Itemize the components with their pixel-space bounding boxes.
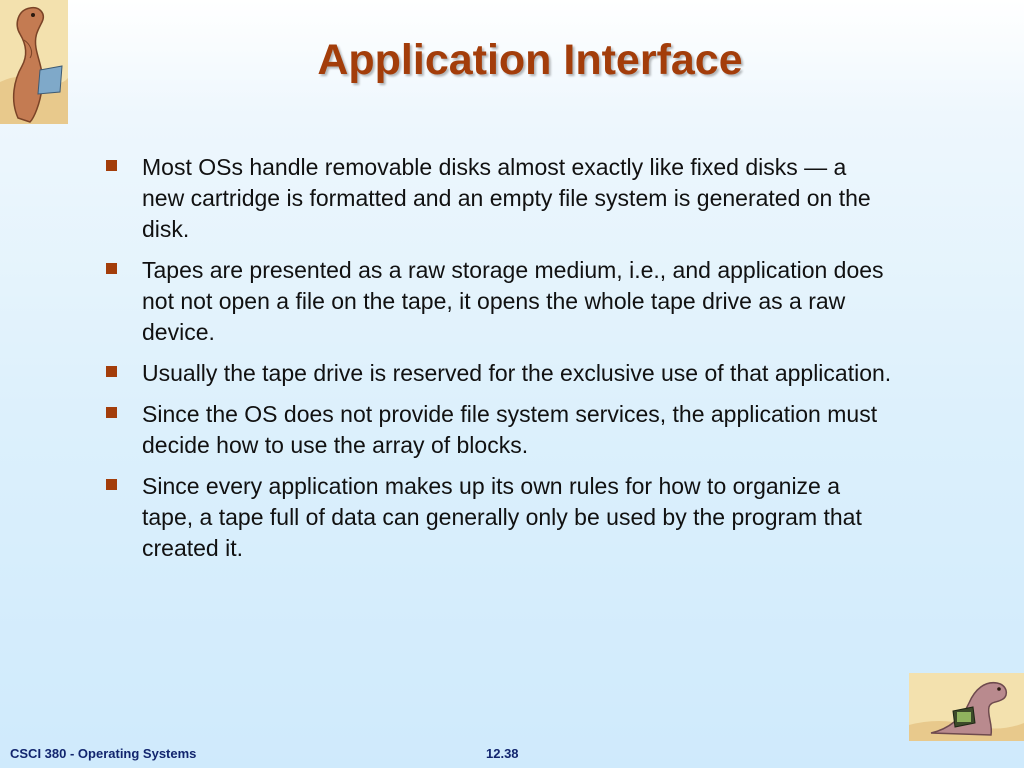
bullet-item xyxy=(104,152,894,245)
square-bullet-icon xyxy=(106,160,117,171)
bullet-item xyxy=(104,399,894,461)
bullet-item xyxy=(104,255,894,348)
slide-title: Application Interface xyxy=(317,36,743,84)
square-bullet-icon xyxy=(106,366,117,377)
bullet-item xyxy=(104,358,894,389)
bullet-list xyxy=(104,152,894,574)
footer-course: CSCI 380 - Operating Systems xyxy=(10,746,197,761)
square-bullet-icon xyxy=(106,479,117,490)
bullet-text: Usually the tape drive is reserved for the exclusive use of that application. xyxy=(142,360,892,386)
bullet-text: Since every application makes up its own rules for how to organize a tape, a tape full of data can generally only be used by the program that created it. xyxy=(142,473,862,561)
dinosaur-laptop-icon xyxy=(909,673,1024,741)
bullet-text: Tapes are presented as a raw storage medium, i.e., and application does not not open a file on the tape, it opens the whole tape drive as a raw device. xyxy=(142,257,884,345)
bullet-text: Most OSs handle removable disks almost exactly like fixed disks — a new cartridge is formatted and an empty file system is generated on the disk. xyxy=(142,154,871,242)
square-bullet-icon xyxy=(106,407,117,418)
bullet-text: Since the OS does not provide file system services, the application must decide how to use the array of blocks. xyxy=(142,401,878,458)
footer-page-number: 12.38 xyxy=(486,746,519,761)
bullet-item xyxy=(104,471,894,564)
square-bullet-icon xyxy=(106,263,117,274)
